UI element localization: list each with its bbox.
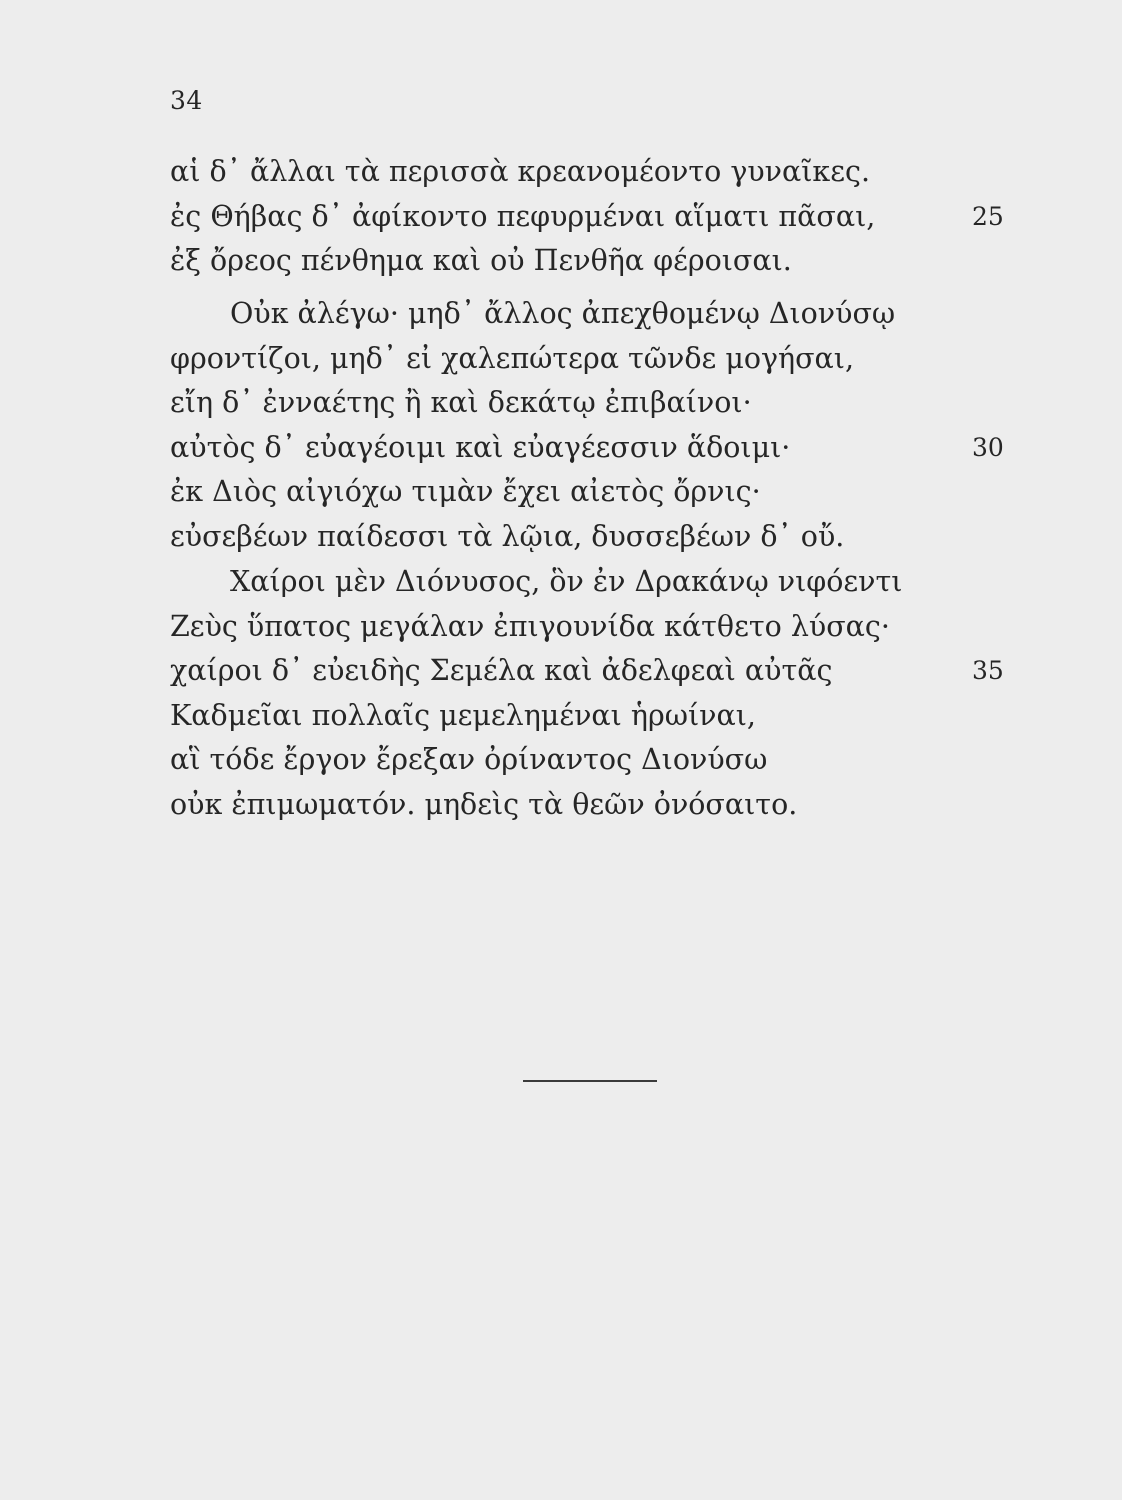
verse-line	[0, 515, 1122, 560]
verse-text: εὐσεβέων παίδεσσι τὰ λῷια, δυσσεβέων δ᾽ οὔ.	[170, 519, 845, 553]
line-number: 30	[972, 432, 1004, 462]
verse-text: οὐκ ἐπιμωματόν. μηδεὶς τὰ θεῶν ὀνόσαιτο.	[170, 787, 798, 821]
verse-text: ἐξ ὄρεος πένθημα καὶ οὐ Πενθῆα φέροισαι.	[170, 244, 792, 278]
verse-line	[0, 470, 1122, 515]
page-number: 34	[170, 86, 203, 115]
verse-line	[0, 783, 1122, 828]
verse-line	[0, 381, 1122, 426]
verse-text: χαίροι δ᾽ εὐειδὴς Σεμέλα καὶ ἀδελφεαὶ αὐτᾶς	[170, 654, 833, 688]
verse-line	[0, 649, 1122, 694]
verse-text: Ζεὺς ὕπατος μεγάλαν ἐπιγουνίδα κάτθετο λύσας·	[170, 609, 890, 643]
line-number: 35	[972, 656, 1004, 686]
verse-text: Οὐκ ἀλέγω· μηδ᾽ ἄλλος ἀπεχθομένῳ Διονύσῳ	[230, 297, 896, 330]
end-rule-divider	[523, 1080, 657, 1082]
verse-text: ἐκ Διὸς αἰγιόχω τιμὰν ἔχει αἰετὸς ὄρνις·	[170, 475, 761, 509]
verse-text: εἴη δ᾽ ἐνναέτης ἢ καὶ δεκάτῳ ἐπιβαίνοι·	[170, 386, 752, 420]
verse-text: αὐτὸς δ᾽ εὐαγέοιμι καὶ εὐαγέεσσιν ἅδοιμι·	[170, 430, 791, 464]
stanza-1	[0, 150, 1122, 284]
verse-line	[0, 292, 1122, 337]
verse-text: ἐς Θήβας δ᾽ ἀφίκοντο πεφυρμέναι αἵματι πᾶσαι,	[170, 199, 876, 233]
verse-line	[0, 239, 1122, 284]
verse-line	[0, 195, 1122, 240]
verse-line	[0, 694, 1122, 739]
verse-line	[0, 605, 1122, 650]
verse-text: Καδμεῖαι πολλαῖς μεμελημέναι ἡρωίναι,	[170, 698, 756, 732]
line-number: 25	[972, 201, 1004, 231]
verse-text: αἱ δ᾽ ἄλλαι τὰ περισσὰ κρεανομέοντο γυναῖκες.	[170, 155, 871, 188]
verse-text: Χαίροι μὲν Διόνυσος, ὃν ἐν Δρακάνῳ νιφόεντι	[230, 565, 903, 598]
verse-line	[0, 560, 1122, 605]
verse-line	[0, 426, 1122, 471]
stanza-3	[0, 560, 1122, 828]
verse-line	[0, 738, 1122, 783]
stanza-2	[0, 292, 1122, 560]
verse-line	[0, 337, 1122, 382]
verse-text: φροντίζοι, μηδ᾽ εἰ χαλεπώτερα τῶνδε μογήσαι,	[170, 341, 855, 375]
verse-text: αἳ τόδε ἔργον ἔρεξαν ὀρίναντος Διονύσω	[170, 743, 768, 777]
verse-line	[0, 150, 1122, 195]
